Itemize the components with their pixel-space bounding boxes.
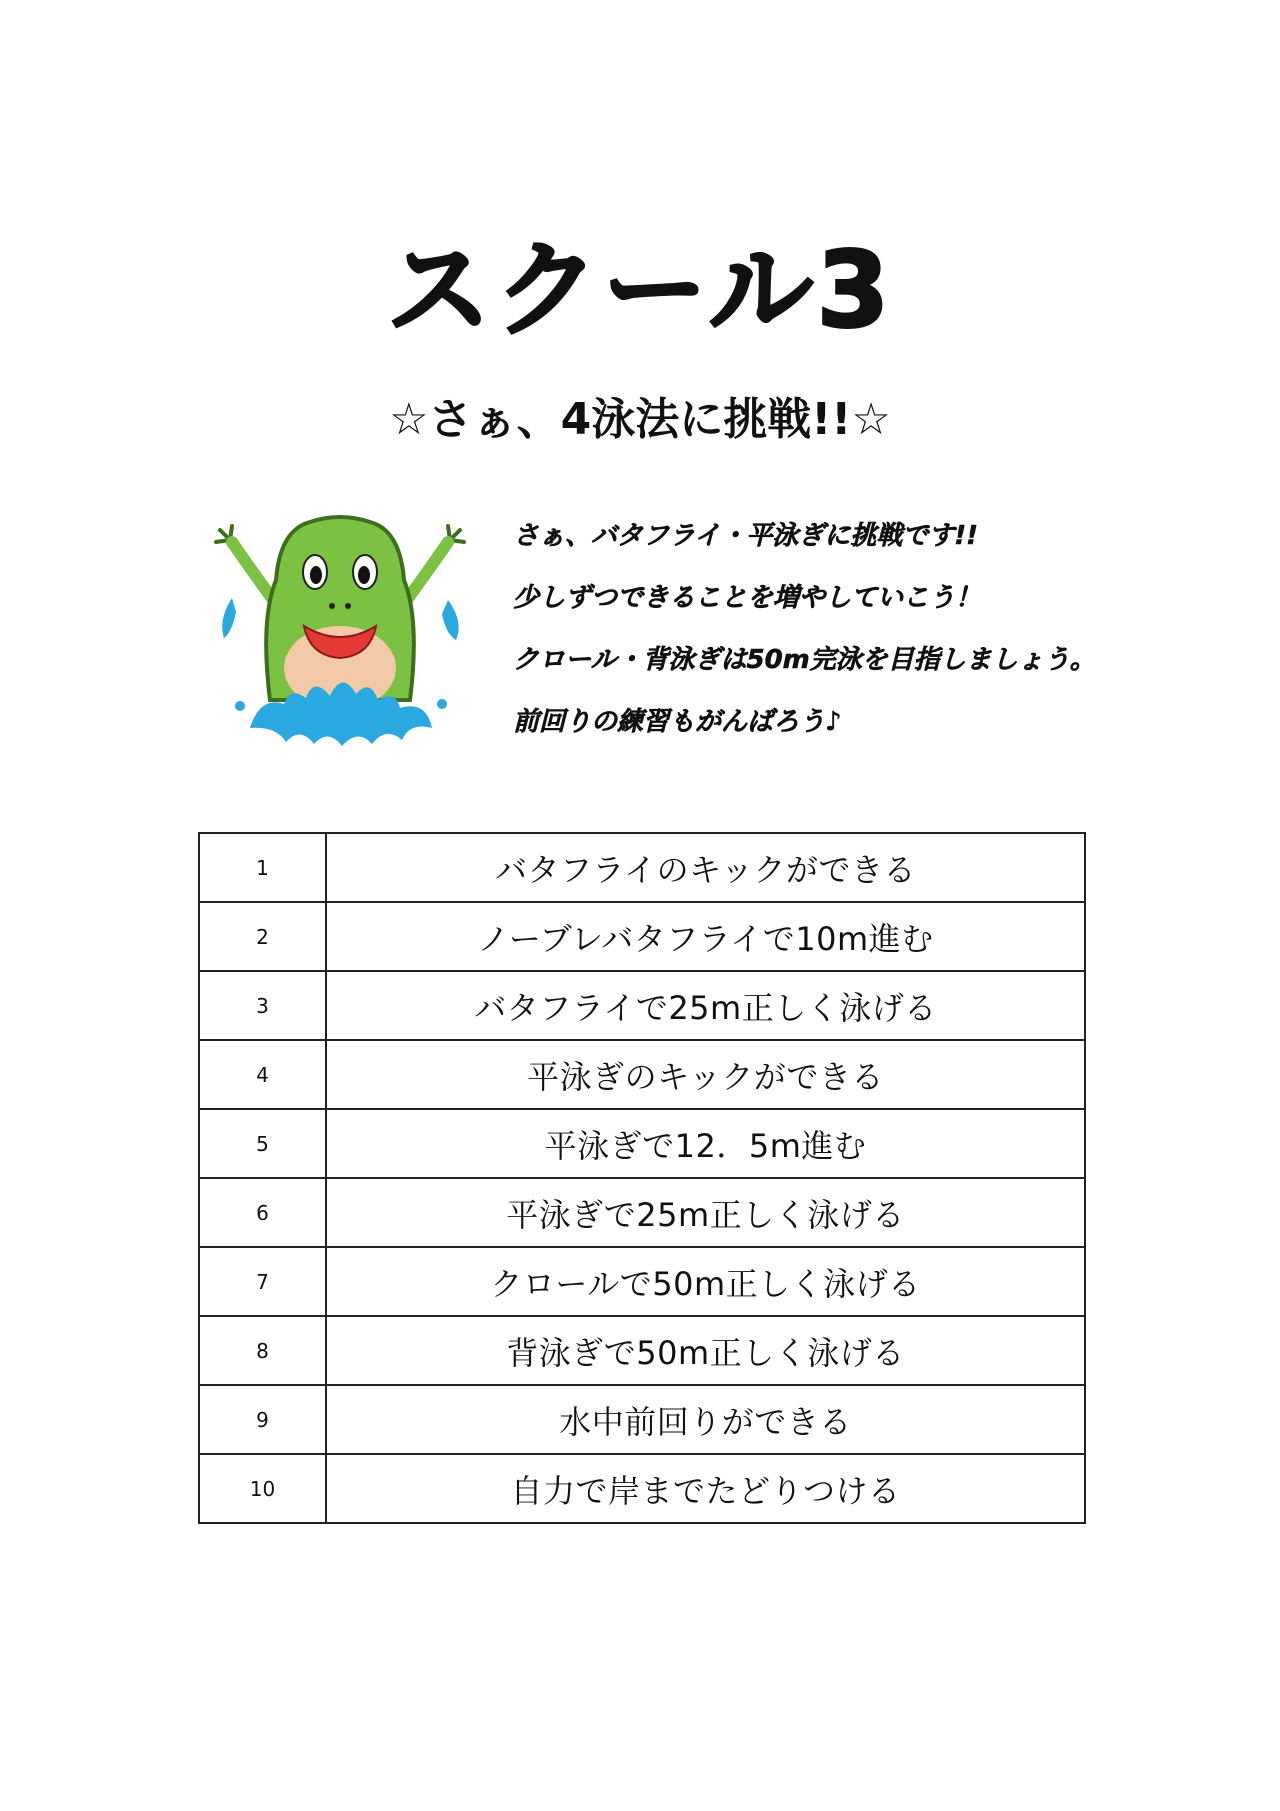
water-drop-right (442, 600, 459, 640)
table-row (199, 1454, 1085, 1523)
item-number: 8 (199, 1316, 326, 1385)
table-row (199, 1178, 1085, 1247)
item-task: 背泳ぎで50m正しく泳げる (326, 1316, 1085, 1385)
table-row (199, 1040, 1085, 1109)
item-task: 平泳ぎで25m正しく泳げる (326, 1178, 1085, 1247)
water-drop-left (222, 598, 236, 638)
item-number: 2 (199, 902, 326, 971)
table-row (199, 902, 1085, 971)
skill-checklist-table (198, 832, 1086, 1524)
item-number: 10 (199, 1454, 326, 1523)
item-task: 水中前回りができる (326, 1385, 1085, 1454)
item-number: 6 (199, 1178, 326, 1247)
item-task: バタフライのキックができる (326, 833, 1085, 902)
frog-splash-icon (210, 500, 470, 750)
item-task: クロールで50m正しく泳げる (326, 1247, 1085, 1316)
item-number: 4 (199, 1040, 326, 1109)
table-row (199, 1316, 1085, 1385)
item-task: 自力で岸までたどりつける (326, 1454, 1085, 1523)
intro-line: さぁ、バタフライ・平泳ぎに挑戦です!! (513, 521, 978, 551)
intro-line: 少しずつできることを増やしていこう！ (513, 583, 982, 613)
table-row (199, 1385, 1085, 1454)
table-row (199, 1109, 1085, 1178)
page-subtitle: ☆さぁ、4泳法に挑戦!!☆ (389, 394, 891, 445)
item-number: 9 (199, 1385, 326, 1454)
item-number: 5 (199, 1109, 326, 1178)
item-task: バタフライで25m正しく泳げる (326, 971, 1085, 1040)
item-number: 3 (199, 971, 326, 1040)
item-number: 7 (199, 1247, 326, 1316)
table-row (199, 833, 1085, 902)
item-task: 平泳ぎで12．5m進む (326, 1109, 1085, 1178)
item-task: 平泳ぎのキックができる (326, 1040, 1085, 1109)
item-task: ノーブレバタフライで10m進む (326, 902, 1085, 971)
page-title: スクール3 (386, 229, 894, 351)
intro-text (513, 505, 1253, 753)
table-row (199, 1247, 1085, 1316)
item-number: 1 (199, 833, 326, 902)
table-row (199, 971, 1085, 1040)
intro-line: クロール・背泳ぎは50m完泳を目指しましょう。 (513, 645, 1096, 675)
intro-line: 前回りの練習もがんばろう♪ (513, 707, 842, 737)
